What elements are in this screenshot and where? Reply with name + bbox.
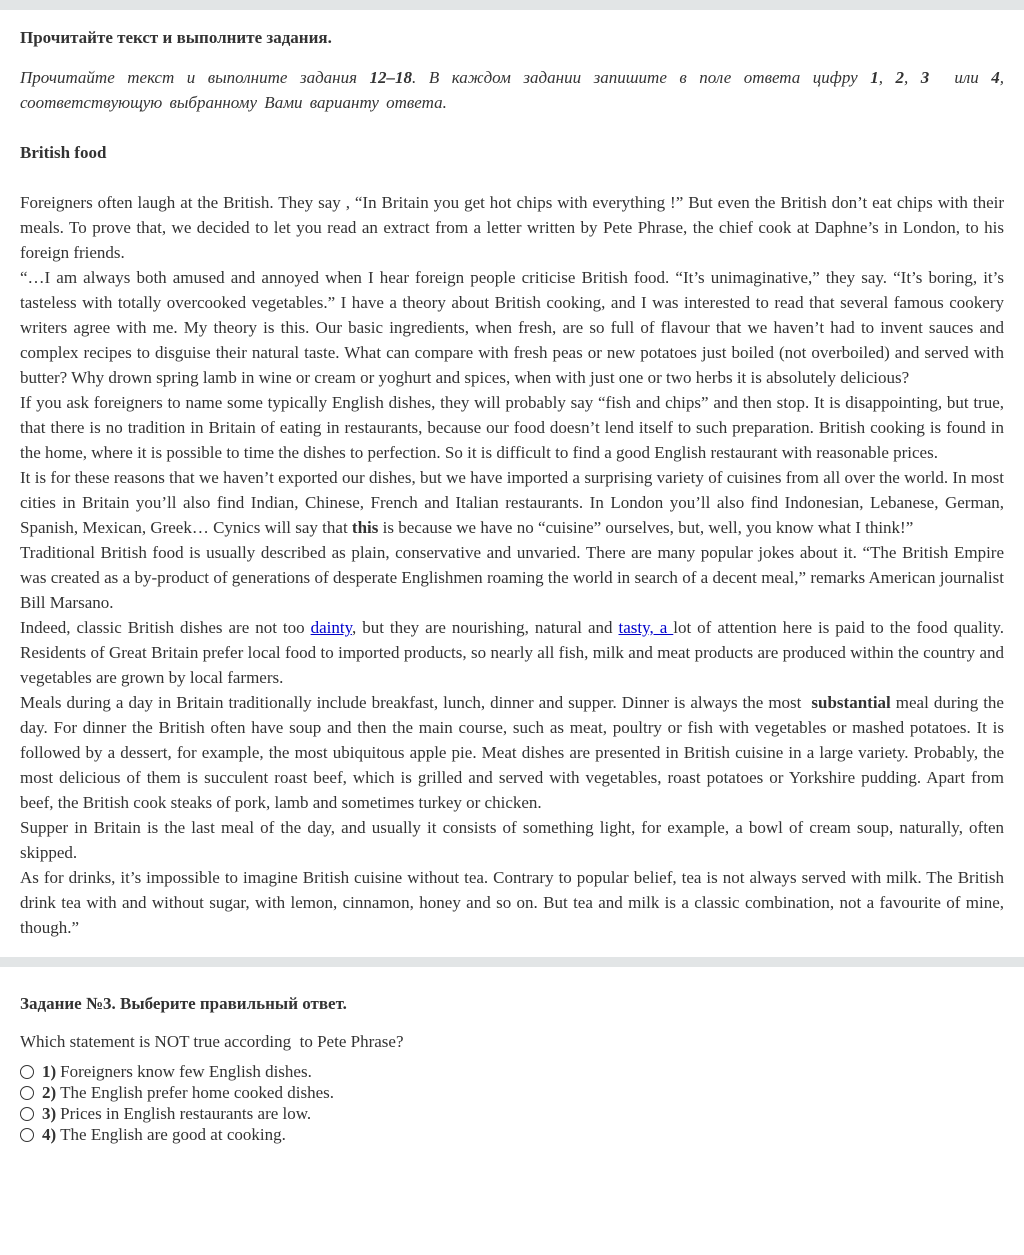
paragraph-text: meal during the day. For dinner the British often have soup and then the main course, such as meat, poultry or fish with vegetables or mashed potatoes. It is followed by a dessert, for example, the most ubiquitous apple pie. Meat dishes are presented in British cuisine in a large variety. Probably, the most delicious of them is succulent roast beef, which is grilled and served with vegetables, roast potatoes or Yorkshire pudding. Apart from beef, the British cook steaks of pork, lamb and sometimes turkey or chicken. [20, 693, 1004, 812]
paragraph-text: It is for these reasons that we haven’t exported our dishes, but we have imported a surprising variety of cuisines from all over the world. In most cities in Britain you’ll also find Indian, Chinese, French and Italian restaurants. In London you’ll also find Indonesian, Lebanese, German, Spanish, Mexican, Greek… Cynics will say that [20, 468, 1004, 537]
article-paragraph: Foreigners often laugh at the British. They say , “In Britain you get hot chips with everything !” But even the British don’t eat chips with their meals. To prove that, we decided to let you read an extract from a letter written by Pete Phrase, the chief cook at Daphne’s in London, to his foreign friends. [20, 193, 1004, 262]
reading-section [0, 27, 1024, 940]
article-body [20, 190, 1004, 940]
digit-1: 1 [870, 68, 879, 87]
separator: , [903, 68, 921, 87]
option-number: 1) [42, 1062, 57, 1081]
question-text: Which statement is NOT true according to Pete Phrase? [20, 1032, 404, 1051]
digit-2: 2 [895, 68, 904, 87]
article-paragraph: Supper in Britain is the last meal of the day, and usually it consists of something light, for example, a bowl of cream soup, naturally, often skipped. [20, 818, 1004, 862]
radio-button[interactable] [20, 1128, 34, 1142]
answer-options [20, 1061, 1004, 1185]
digit-4: 4 [991, 68, 1000, 87]
task-range: 12–18 [369, 68, 413, 87]
radio-button[interactable] [20, 1107, 34, 1121]
question-header: Задание №3. Выберите правильный ответ. [20, 994, 347, 1013]
paragraph-text: is because we have no “cuisine” ourselves, but, well, you know what I think!” [378, 518, 914, 537]
separator: , [878, 68, 896, 87]
instructions-text: , соответствующую выбранному Вами варианту ответа. [20, 68, 1005, 112]
option-number: 3) [42, 1104, 57, 1123]
article-paragraph: “…I am always both amused and annoyed when I hear foreign people criticise British food. “It’s unimaginative,” they say. “It’s boring, it’s tasteless with totally overcooked vegetables.” I have a theory about British cooking, and I was interested to read that several famous cookery writers agree with me. My theory is this. Our basic ingredients, when fresh, are so full of flavour that we haven’t had to invent sauces and complex recipes to disguise their natural taste. What can compare with fresh peas or new potatoes just boiled (not overboiled) and served with butter? Why drown spring lamb in wine or cream or yoghurt and spices, when with just one or two herbs it is absolutely delicious? [20, 268, 1004, 387]
radio-button[interactable] [20, 1086, 34, 1100]
highlighted-word-substantial: substantial [811, 693, 891, 712]
article-paragraph [20, 465, 1004, 540]
answer-option-4[interactable] [20, 1124, 1004, 1145]
option-text: The English prefer home cooked dishes. [60, 1083, 334, 1102]
option-number: 2) [42, 1083, 57, 1102]
option-text: The English are good at cooking. [60, 1125, 286, 1144]
option-text: Prices in English restaurants are low. [60, 1104, 312, 1123]
option-text: Foreigners know few English dishes. [60, 1062, 312, 1081]
article-paragraph [20, 615, 1004, 690]
radio-button[interactable] [20, 1065, 34, 1079]
instructions-text: Прочитайте текст и выполните задания [20, 68, 370, 87]
link-tasty[interactable]: tasty, a [618, 618, 674, 637]
digit-3: 3 [920, 68, 930, 87]
instructions [20, 65, 1004, 115]
article-paragraph: Traditional British food is usually described as plain, conservative and unvaried. There are many popular jokes about it. “The British Empire was created as a by-product of generations of desperate Englishmen roaming the world in search of a decent meal,” remarks American journalist Bill Marsano. [20, 543, 1004, 612]
section-divider-bar [0, 957, 1024, 967]
task-header: Прочитайте текст и выполните задания. [20, 28, 332, 47]
article-title: British food [20, 143, 107, 162]
option-number: 4) [42, 1125, 57, 1144]
answer-option-2[interactable] [20, 1082, 1004, 1103]
answer-option-3[interactable] [20, 1103, 1004, 1124]
paragraph-text: , but they are nourishing, natural and [352, 618, 619, 637]
article-paragraph [20, 690, 1004, 815]
question-section [0, 993, 1024, 1185]
article-paragraph: As for drinks, it’s impossible to imagine British cuisine without tea. Contrary to popular belief, tea is not always served with milk. The British drink tea with and without sugar, with lemon, cinnamon, honey and so on. But tea and milk is a classic combination, not a favourite of mine, though.” [20, 868, 1004, 937]
highlighted-word-this: this [351, 518, 379, 537]
link-dainty[interactable]: dainty [310, 618, 352, 637]
article-paragraph: If you ask foreigners to name some typically English dishes, they will probably say “fish and chips” and then stop. It is disappointing, but true, that there is no tradition in Britain of eating in restaurants, because our food doesn’t lend itself to such preparation. British cooking is found in the home, where it is possible to time the dishes to perfection. So it is difficult to find a good English restaurant with reasonable prices. [20, 393, 1004, 462]
top-divider-bar [0, 0, 1024, 10]
answer-option-1[interactable] [20, 1061, 1004, 1082]
paragraph-text: Meals during a day in Britain traditionally include breakfast, lunch, dinner and supper. Dinner is always the most [20, 693, 812, 712]
instructions-text: . В каждом задании запишите в поле ответа цифру [412, 68, 871, 87]
paragraph-text: Indeed, classic British dishes are not too [20, 618, 311, 637]
paragraph-text: lot of attention here is paid to the food quality. Residents of Great Britain prefer local food to imported products, so nearly all fish, milk and meat products are produced within the country and vegetables are grown by local farmers. [20, 618, 1004, 687]
instructions-text: или [929, 68, 992, 87]
